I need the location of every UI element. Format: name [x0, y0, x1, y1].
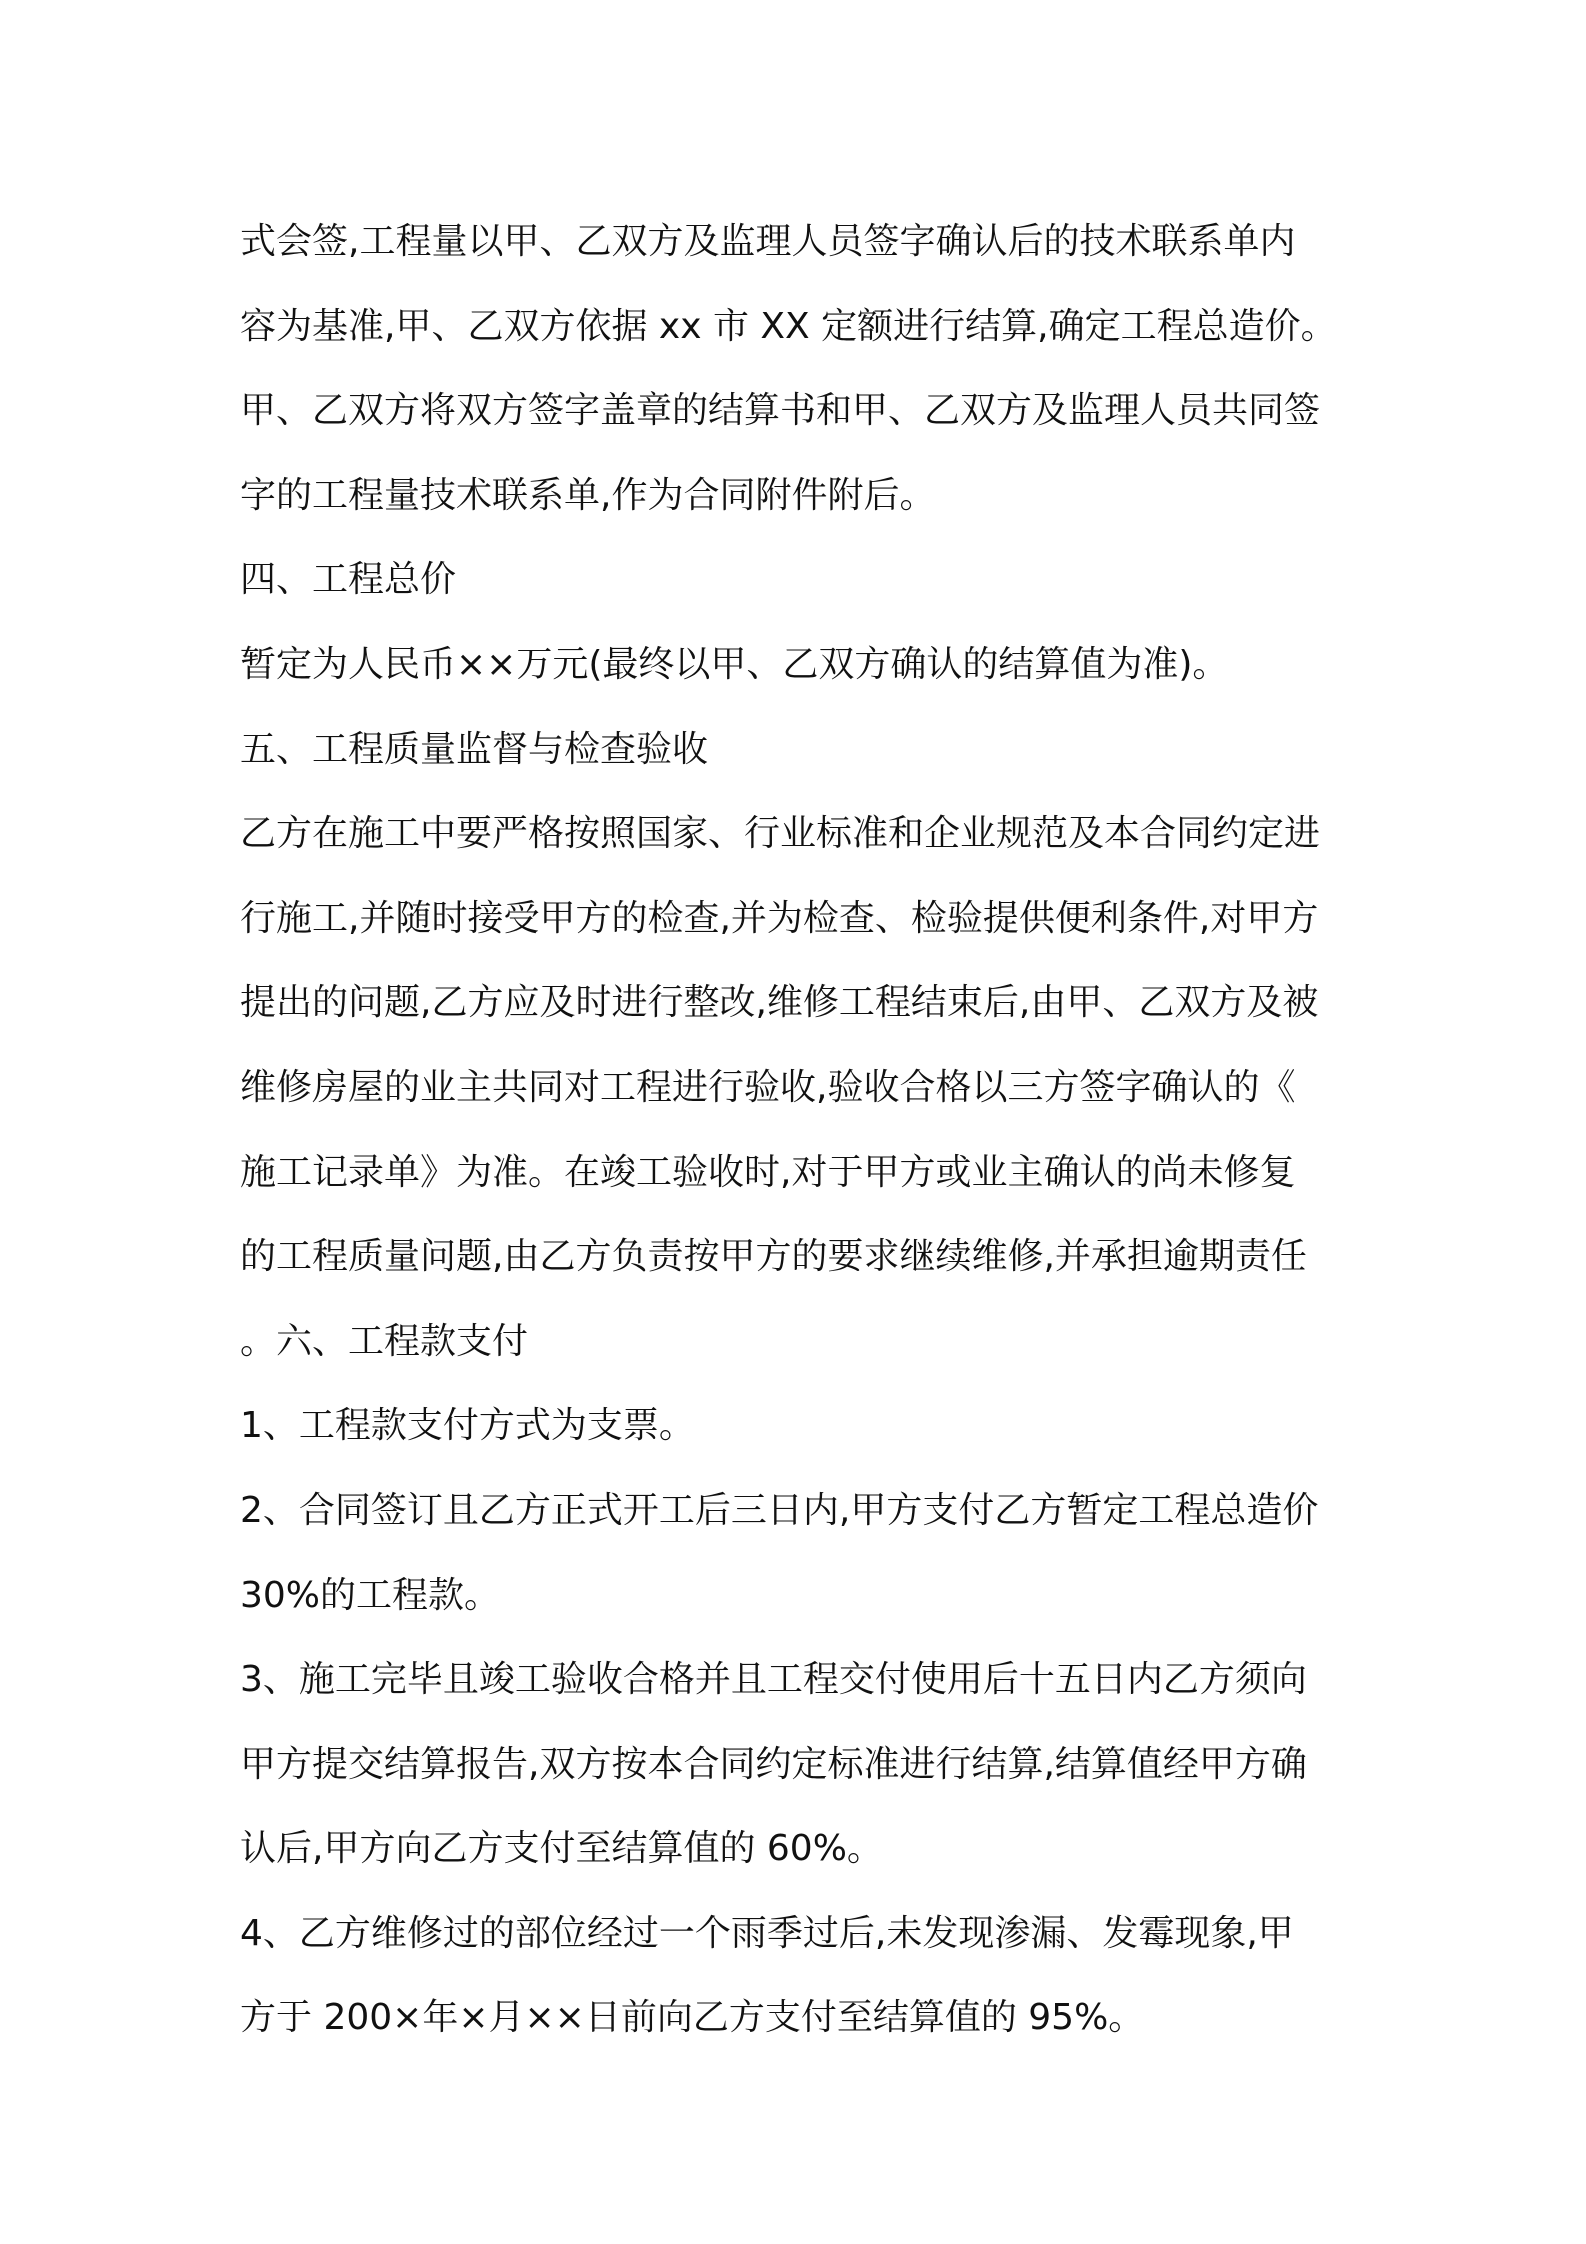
- text-line: 方于 200×年×月××日前向乙方支付至结算值的 95%。: [240, 1997, 1145, 2039]
- text-line: 容为基准,甲、乙双方依据 xx 市 XX 定额进行结算,确定工程总造价。: [240, 305, 1337, 347]
- text-line: 甲方提交结算报告,双方按本合同约定标准进行结算,结算值经甲方确: [240, 1743, 1307, 1785]
- text-line: 的工程质量问题,由乙方负责按甲方的要求继续维修,并承担逾期责任: [240, 1236, 1307, 1278]
- text-line: 行施工,并随时接受甲方的检查,并为检查、检验提供便利条件,对甲方: [240, 897, 1319, 939]
- document-body: [240, 200, 1380, 2061]
- text-line: 施工记录单》为准。在竣工验收时,对于甲方或业主确认的尚未修复: [240, 1151, 1296, 1193]
- list-item: 2、合同签订且乙方正式开工后三日内,甲方支付乙方暂定工程总造价: [240, 1489, 1319, 1531]
- section-heading: 。六、工程款支付: [240, 1320, 529, 1362]
- text-line: 字的工程量技术联系单,作为合同附件附后。: [240, 474, 936, 516]
- text-line: 提出的问题,乙方应及时进行整改,维修工程结束后,由甲、乙双方及被: [240, 982, 1319, 1024]
- text-line: 甲、乙双方将双方签字盖章的结算书和甲、乙双方及监理人员共同签: [240, 390, 1321, 432]
- list-item: 4、乙方维修过的部位经过一个雨季过后,未发现渗漏、发霉现象,甲: [240, 1912, 1294, 1954]
- text-line: 认后,甲方向乙方支付至结算值的 60%。: [240, 1828, 883, 1870]
- text-line: 乙方在施工中要严格按照国家、行业标准和企业规范及本合同约定进: [240, 813, 1321, 855]
- list-item: 1、工程款支付方式为支票。: [240, 1405, 695, 1447]
- text-line: 30%的工程款。: [240, 1574, 501, 1616]
- section-heading: 四、工程总价: [240, 559, 457, 601]
- text-line: 暂定为人民币××万元(最终以甲、乙双方确认的结算值为准)。: [240, 643, 1229, 685]
- text-line: 式会签,工程量以甲、乙双方及监理人员签字确认后的技术联系单内: [240, 221, 1296, 262]
- section-heading: 五、工程质量监督与检查验收: [240, 728, 709, 770]
- list-item: 3、施工完毕且竣工验收合格并且工程交付使用后十五日内乙方须向: [240, 1659, 1307, 1701]
- text-line: 维修房屋的业主共同对工程进行验收,验收合格以三方签字确认的《: [240, 1066, 1296, 1108]
